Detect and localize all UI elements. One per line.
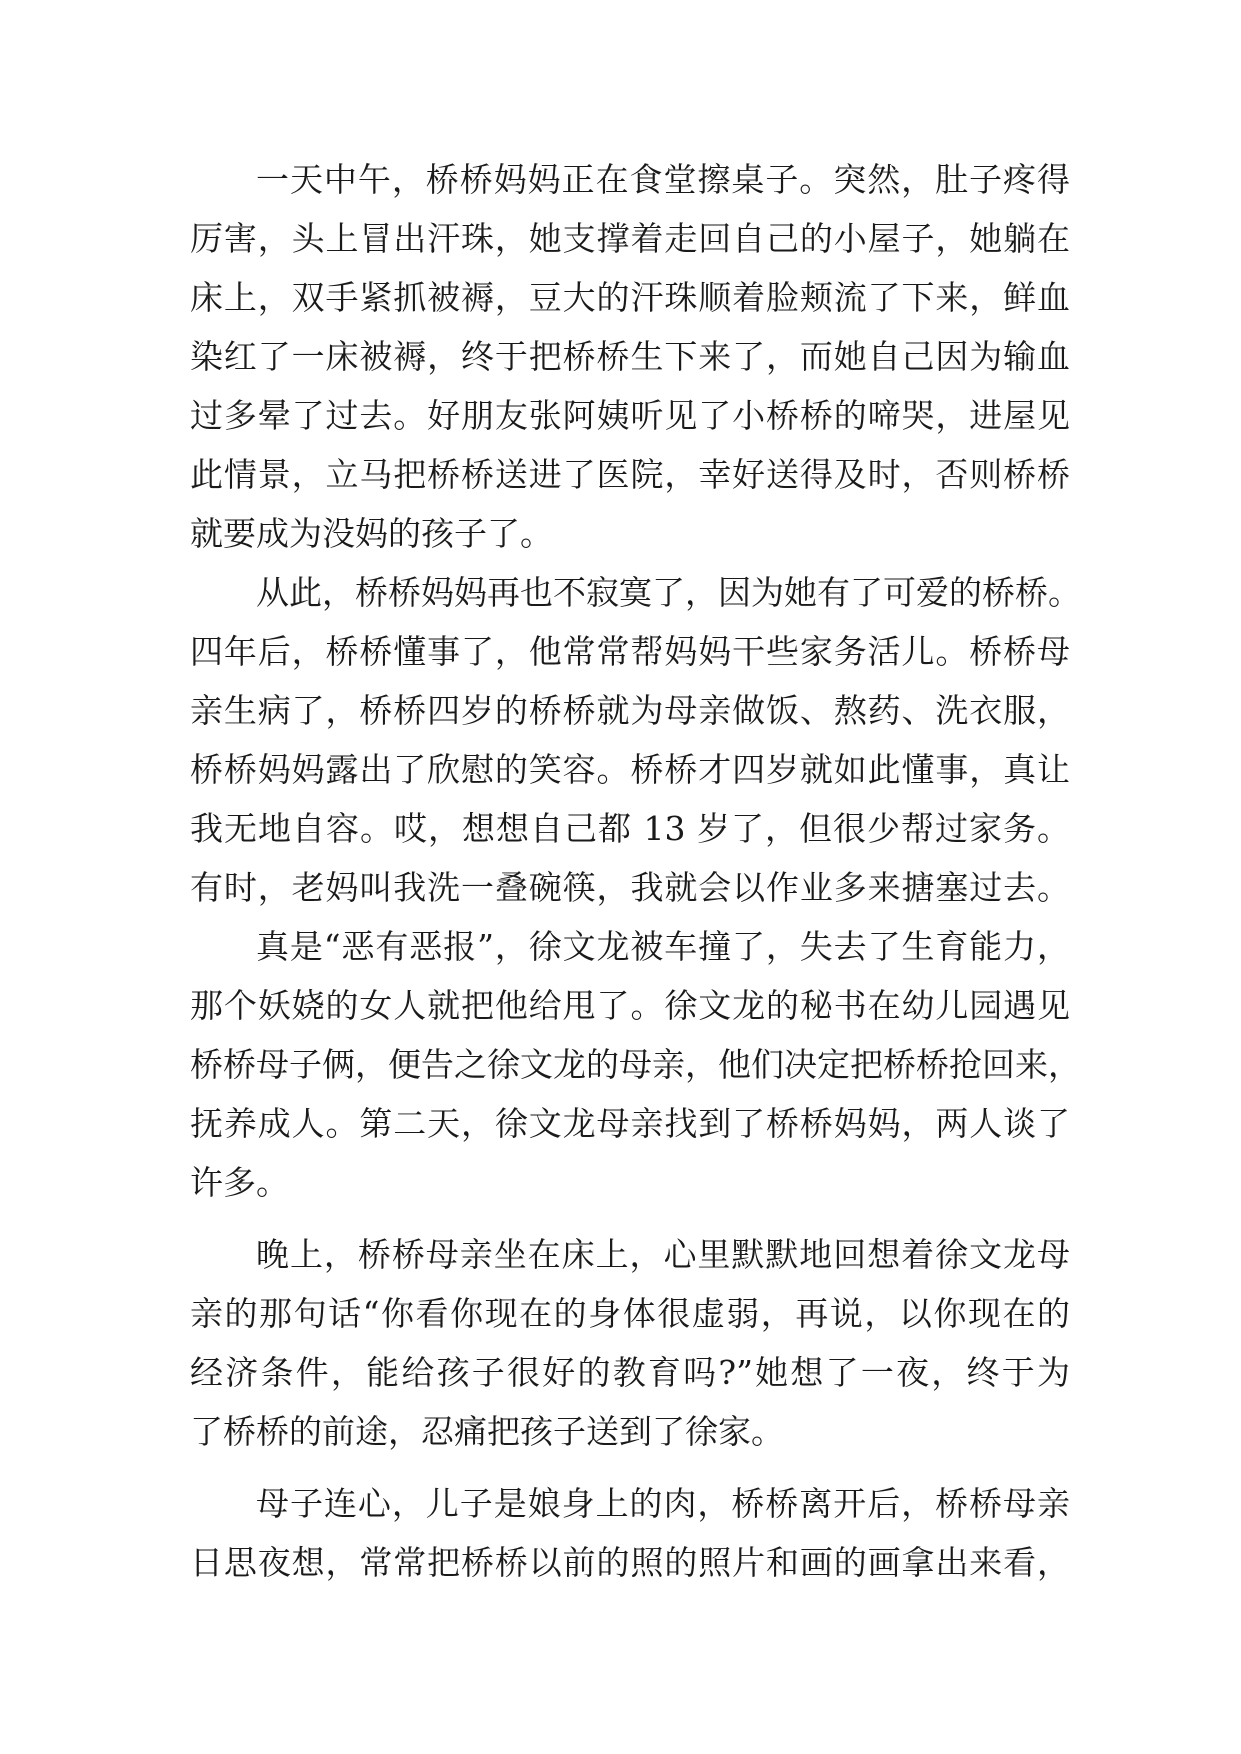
text-line: 母子连心，儿子是娘身上的肉，桥桥离开后，桥桥母亲 <box>256 1484 1070 1523</box>
text-line: 桥桥妈妈露出了欣慰的笑容。桥桥才四岁就如此懂事，真让 <box>190 750 1070 789</box>
text-line: 经济条件，能给孩子很好的教育吗?”她想了一夜，终于为 <box>190 1353 1070 1392</box>
text-line: 真是“恶有恶报”，徐文龙被车撞了，失去了生育能力， <box>256 927 1070 966</box>
text-line: 一天中午，桥桥妈妈正在食堂擦桌子。突然，肚子疼得 <box>256 160 1070 199</box>
text-line: 床上，双手紧抓被褥，豆大的汗珠顺着脸颊流了下来，鲜血 <box>190 278 1070 317</box>
paragraph-spacing <box>190 1461 1070 1474</box>
text-line: 从此，桥桥妈妈再也不寂寞了，因为她有了可爱的桥桥。 <box>256 573 1081 612</box>
paragraph <box>190 1225 1070 1461</box>
text-line: 过多晕了过去。好朋友张阿姨听见了小桥桥的啼哭，进屋见 <box>190 396 1070 435</box>
text-line: 许多。 <box>190 1163 289 1202</box>
text-line: 亲的那句话“你看你现在的身体很虚弱，再说，以你现在的 <box>190 1294 1070 1333</box>
paragraph <box>190 150 1070 563</box>
text-line: 此情景，立马把桥桥送进了医院，幸好送得及时，否则桥桥 <box>190 455 1070 494</box>
text-line: 我无地自容。哎，想想自己都 13 岁了，但很少帮过家务。 <box>190 809 1070 848</box>
text-line: 日思夜想，常常把桥桥以前的照的照片和画的画拿出来看， <box>190 1543 1070 1582</box>
text-line: 了桥桥的前途，忍痛把孩子送到了徐家。 <box>190 1412 784 1451</box>
text-line: 亲生病了，桥桥四岁的桥桥就为母亲做饭、熬药、洗衣服， <box>190 691 1070 730</box>
paragraph <box>190 563 1081 917</box>
text-line: 桥桥母子俩，便告之徐文龙的母亲，他们决定把桥桥抢回来， <box>190 1045 1081 1084</box>
text-line: 有时，老妈叫我洗一叠碗筷，我就会以作业多来搪塞过去。 <box>190 868 1070 907</box>
document-body <box>190 150 1081 1592</box>
paragraph <box>190 917 1081 1212</box>
text-line: 就要成为没妈的孩子了。 <box>190 514 553 553</box>
paragraph-spacing <box>190 1212 1070 1225</box>
text-line: 染红了一床被褥，终于把桥桥生下来了，而她自己因为输血 <box>190 337 1070 376</box>
text-line: 抚养成人。第二天，徐文龙母亲找到了桥桥妈妈，两人谈了 <box>190 1104 1070 1143</box>
text-line: 那个妖娆的女人就把他给甩了。徐文龙的秘书在幼儿园遇见 <box>190 986 1070 1025</box>
text-line: 厉害，头上冒出汗珠，她支撑着走回自己的小屋子，她躺在 <box>190 219 1070 258</box>
paragraph <box>190 1474 1070 1592</box>
text-line: 晚上，桥桥母亲坐在床上，心里默默地回想着徐文龙母 <box>256 1235 1070 1274</box>
text-line: 四年后，桥桥懂事了，他常常帮妈妈干些家务活儿。桥桥母 <box>190 632 1070 671</box>
